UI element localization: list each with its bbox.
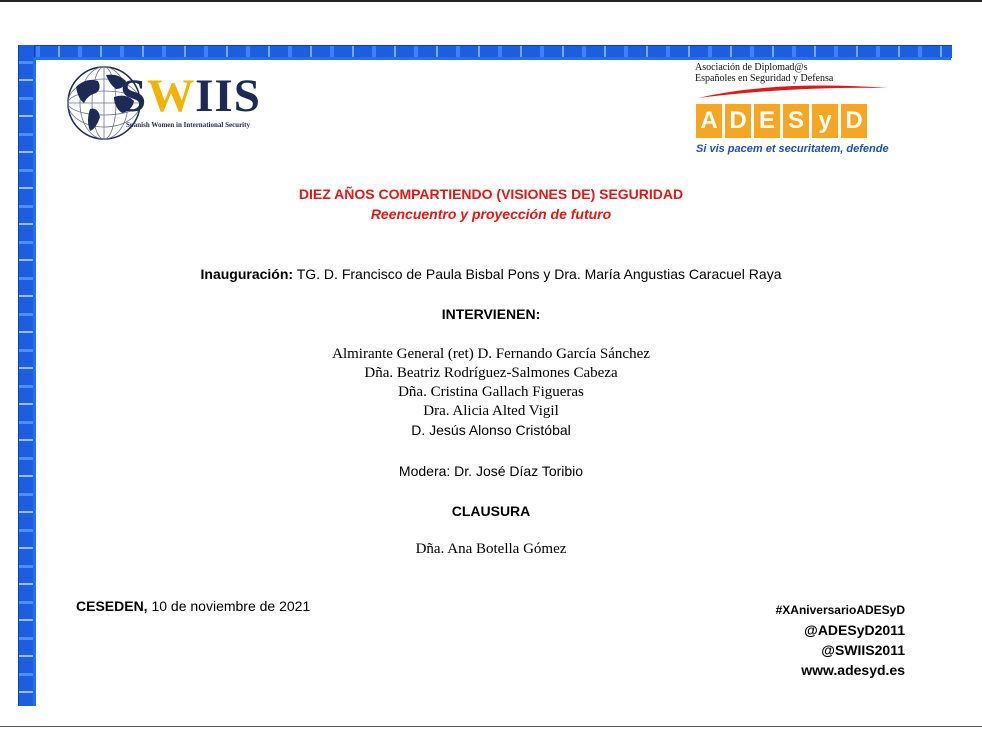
swiis-tagline: Spanish Women in International Security [126,121,250,129]
speaker-item: Dra. Alicia Alted Vigil [423,403,559,419]
adesyd-letter-box: S [783,104,809,138]
swiis-logo [66,63,271,143]
adesyd-association-line1: Asociación de Diplomad@s [695,62,808,73]
inauguration-label: Inauguración: [200,266,294,282]
moderator-line: Modera: Dr. José Díaz Toribio [398,463,584,479]
place-date-line [76,598,310,614]
event-title: DIEZ AÑOS COMPARTIENDO (VISIONES DE) SEGURIDAD [298,186,684,202]
adesyd-letter-box: E [754,104,780,138]
closing-heading: CLAUSURA [451,503,531,519]
contacts-block [776,600,905,680]
speaker-item: Almirante General (ret) D. Fernando García Sánchez [332,346,650,362]
adesyd-letter-box: D [725,104,751,138]
adesyd-logo [692,63,892,158]
adesyd-letter-box: D [841,104,867,138]
speaker-item: Dña. Cristina Gallach Figueras [398,384,584,400]
hashtag: #XAniversarioADESyD [775,603,905,617]
website-link: www.adesyd.es [801,662,905,678]
red-swoosh-icon [696,82,891,100]
top-rule [0,0,982,2]
frame-inner-top-line [33,57,951,60]
adesyd-letter-box: A [696,104,722,138]
speakers-heading: INTERVIENEN: [441,306,541,322]
twitter-handle-adesyd: @ADESyD2011 [804,622,905,638]
place-name: CESEDEN, [76,598,148,614]
adesyd-motto: Si vis pacem et securitatem, defende [696,143,889,155]
adesyd-association-name [695,63,833,84]
adesyd-letter-boxes [696,104,867,138]
swiis-wordmark: SWIIS [120,70,261,122]
speaker-item: Dña. Beatriz Rodríguez-Salmones Cabeza [364,365,618,381]
speakers-list [0,345,982,440]
closing-speaker: Dña. Ana Botella Gómez [415,541,567,557]
bottom-rule [0,726,982,727]
event-subtitle: Reencuentro y proyección de futuro [370,206,612,222]
twitter-handle-swiis: @SWIIS2011 [821,642,905,658]
event-date: 10 de noviembre de 2021 [147,598,311,614]
inauguration-line [0,266,982,282]
speaker-item: D. Jesús Alonso Cristóbal [411,422,571,438]
inauguration-text: TG. D. Francisco de Paula Bisbal Pons y Dra. María Angustias Caracuel Raya [293,266,782,282]
adesyd-association-line2: Españoles en Seguridad y Defensa [695,72,834,84]
adesyd-letter-box: y [812,104,838,138]
